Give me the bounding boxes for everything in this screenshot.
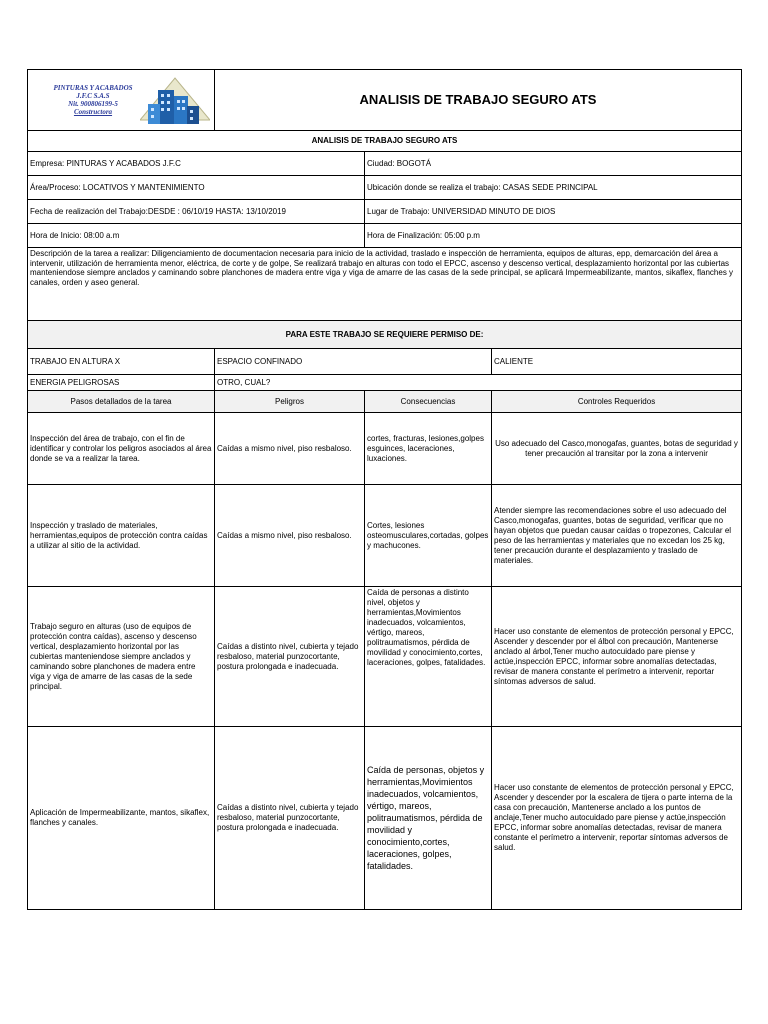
permit-confinado: ESPACIO CONFINADO — [215, 349, 492, 375]
logo-line-1: PINTURAS Y ACABADOS — [53, 84, 133, 92]
row-control: Atender siempre las recomendaciones sobre el uso adecuado del Casco,monogafas, guantes, botas de seguridad, verificar que no hayan objetos que puedan causar caídas o tropezones, Calcular el peso de las herramientas y materiales que no excedan los 25 kg, tener precaución durante el desplazamiento y traslado de materiales. — [492, 485, 742, 587]
page-title: ANALISIS DE TRABAJO SEGURO ATS — [215, 70, 742, 131]
column-header-consecuencias: Consecuencias — [365, 391, 492, 413]
column-header-pasos: Pasos detallados de la tarea — [28, 391, 215, 413]
permit-caliente: CALIENTE — [492, 349, 742, 375]
section-title: ANALISIS DE TRABAJO SEGURO ATS — [28, 131, 742, 152]
ats-table — [27, 69, 742, 910]
table-row — [28, 587, 742, 727]
column-header-controles: Controles Requeridos — [492, 391, 742, 413]
area-field: Área/Proceso: LOCATIVOS Y MANTENIMIENTO — [28, 176, 365, 200]
row-paso: Inspección y traslado de materiales, herramientas,equipos de protección contra caídas a utilizar al sitio de la actividad. — [28, 485, 215, 587]
table-row — [28, 727, 742, 910]
row-consecuencia: Cortes, lesiones osteomusculares,cortadas, golpes y machucones. — [365, 485, 492, 587]
row-consecuencia: Caída de personas a distinto nivel, objetos y herramientas,Movimientos inadecuados, volcamientos, vértigo, mareos, politraumatismos, pérdida de movilidad y conocimiento,cortes, laceraciones, golpes, fatalidades. — [365, 587, 492, 727]
table-row — [28, 485, 742, 587]
row-consecuencia: cortes, fracturas, lesiones,golpes esguinces, laceraciones, luxaciones. — [365, 413, 492, 485]
row-control: Hacer uso constante de elementos de protección personal y EPCC, Ascender y descender por la escalera de tijera o parte interna de la casa con precaución, Mantenerse anclado a los puntos de anclaje,Tener mucho autocuidado pare piense y actúe,inspección EPCC, informar sobre anomalías detectadas, revisar de manera constante el perímetro a intervenir, reportar síntomas adversos de salud. — [492, 727, 742, 910]
permit-otro: OTRO, CUAL? — [215, 375, 742, 391]
permit-energia: ENERGIA PELIGROSAS — [28, 375, 215, 391]
row-paso: Aplicación de Impermeabilizante, mantos, sikaflex, flanches y canales. — [28, 727, 215, 910]
task-description: Descripción de la tarea a realizar: Diligenciamiento de documentacion necesaria para inicio de la actividad, traslado e inspección de herramienta, equipos de alturas, epp, demarcación del área a intervenir, utilización de herramienta menor, eléctrica, de corte y de golpe, Se realizará trabajo en alturas con todo el EPCC, ascenso y descenso vertical, desplazamiento horizontal por las cubiertas manteniendose siempre anclados y caminando sobre planchones de madera entre viga y viga de amarre de las casas de la sede principal, se aplicará Impermeabilizante, mantos, sikaflex, flanches y canales, orden y aseo general. — [28, 248, 742, 321]
permit-section-title: PARA ESTE TRABAJO SE REQUIERE PERMISO DE: — [28, 321, 742, 349]
column-header-peligros: Peligros — [215, 391, 365, 413]
empresa-field: Empresa: PINTURAS Y ACABADOS J.F.C — [28, 152, 365, 176]
row-peligro: Caídas a mismo nivel, piso resbaloso. — [215, 413, 365, 485]
lugar-field: Lugar de Trabajo: UNIVERSIDAD MINUTO DE DIOS — [365, 200, 742, 224]
fecha-field: Fecha de realización del Trabajo:DESDE : 06/10/19 HASTA: 13/10/2019 — [28, 200, 365, 224]
logo-line-2: J.F.C S.A.S — [76, 92, 110, 100]
hora-fin-field: Hora de Finalización: 05:00 p.m — [365, 224, 742, 248]
permit-altura: TRABAJO EN ALTURA X — [28, 349, 215, 375]
row-peligro: Caídas a distinto nivel, cubierta y tejado resbaloso, material punzocortante, postura prolongada e inadecuada. — [215, 727, 365, 910]
row-consecuencia: Caída de personas, objetos y herramientas,Movimientos inadecuados, volcamientos, vértigo, mareos, politraumatismos, pérdida de movilidad y conocimiento,cortes, laceraciones, golpes, fatalidades. — [365, 727, 492, 910]
hora-inicio-field: Hora de Inicio: 08:00 a.m — [28, 224, 365, 248]
row-control: Hacer uso constante de elementos de protección personal y EPCC, Ascender y descender por el álbol con precaución, Mantenerse anclado al árbol,Tener mucho autocuidado pare piense y actúe,inspección EPCC, informar sobre anomalías detectadas, revisar de manera constante el perímetro a intervenir, reportar síntomas adversos de salud. — [492, 587, 742, 727]
logo-signature: Constructora — [73, 108, 113, 116]
logo-text — [48, 84, 138, 116]
company-logo — [28, 70, 215, 131]
ubicacion-field: Ubicación donde se realiza el trabajo: CASAS SEDE PRINCIPAL — [365, 176, 742, 200]
ciudad-field: Ciudad: BOGOTÁ — [365, 152, 742, 176]
ats-form — [27, 69, 741, 928]
row-peligro: Caídas a distinto nivel, cubierta y tejado resbaloso, material punzocortante, postura prolongada e inadecuada. — [215, 587, 365, 727]
buildings-logo-icon — [140, 76, 210, 128]
row-control: Uso adecuado del Casco,monogafas, guantes, botas de seguridad y tener precaución al transitar por la zona a intervenir — [492, 413, 742, 485]
row-peligro: Caídas a mismo nivel, piso resbaloso. — [215, 485, 365, 587]
row-paso: Trabajo seguro en alturas (uso de equipos de protección contra caídas), ascenso y descenso vertical, desplazamiento horizontal por las cubiertas manteniendose siempre anclados y caminando sobre planchones de madera entre viga y viga de amarre de las casas de la sede principal. — [28, 587, 215, 727]
logo-line-3: Nit. 900806199-5 — [68, 100, 118, 108]
row-paso: Inspección del área de trabajo, con el fin de identificar y controlar los peligros asociados al área donde se va a realizar la tarea. — [28, 413, 215, 485]
table-row — [28, 413, 742, 485]
